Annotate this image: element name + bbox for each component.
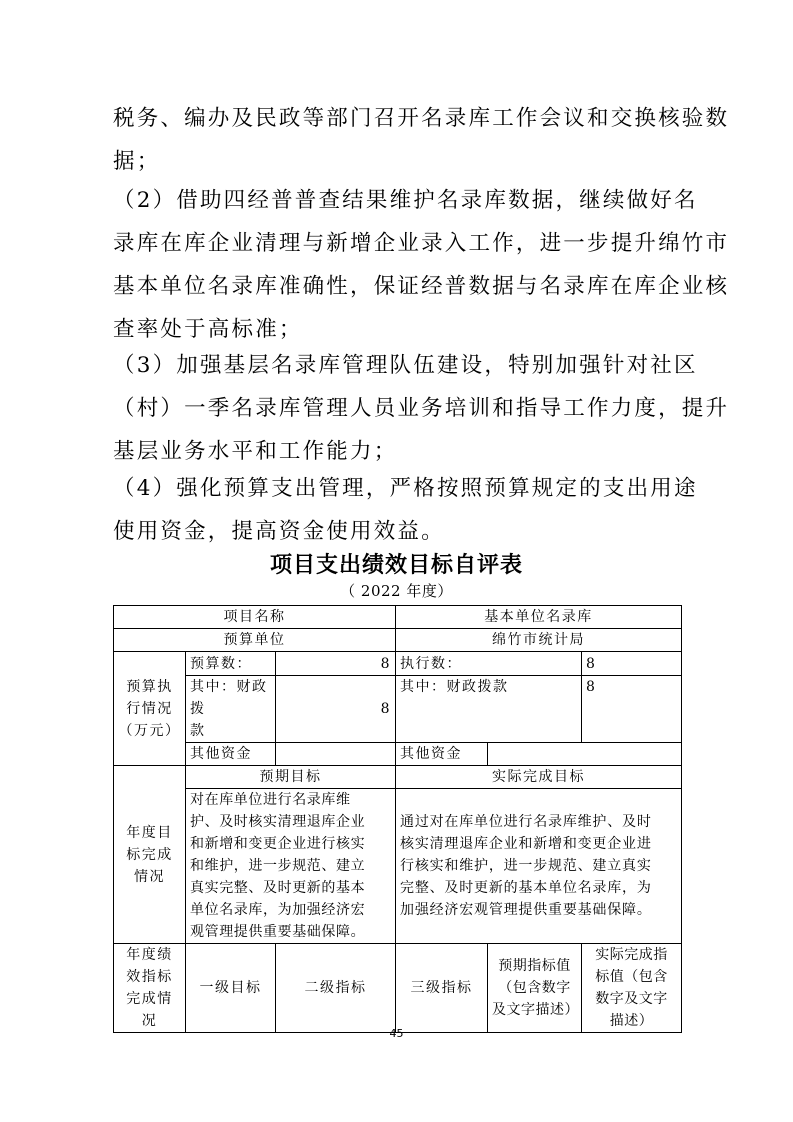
other-funds-label-exec: 其他资金	[396, 743, 488, 766]
cell-line: 观管理提供重要基础保障。	[190, 924, 366, 940]
fiscal-value-exec: 8	[582, 676, 682, 743]
cell-line: （包含数字	[498, 980, 571, 996]
paragraph-4	[113, 467, 698, 553]
page-number: 45	[389, 1027, 404, 1040]
text-line: 查率处于高标准；	[113, 317, 303, 342]
cell-line: （万元）	[118, 722, 181, 739]
budget-exec-label	[114, 652, 186, 766]
budget-unit-label: 预算单位	[114, 629, 396, 652]
other-funds-value-exec	[488, 743, 682, 766]
exec-count-value: 8	[582, 652, 682, 676]
actual-goal-text	[396, 789, 682, 944]
other-funds-label-budget: 其他资金	[186, 743, 276, 766]
other-funds-value-budget	[276, 743, 396, 766]
text-line: 基层业务水平和工作能力；	[113, 439, 398, 464]
cell-line: 对在库单位进行名录库维	[190, 792, 351, 808]
cell-line: 效指标	[126, 969, 173, 985]
text-line: （村）一季名录库管理人员业务培训和指导工作力度，提升	[113, 396, 730, 421]
expected-goal-header: 预期目标	[186, 766, 396, 789]
cell-line: 实际完成指	[595, 947, 668, 963]
annual-goal-label	[114, 766, 186, 944]
text-line: （4）强化预算支出管理，严格按照预算规定的支出用途	[113, 476, 698, 501]
cell-line: 预期指标值	[498, 958, 571, 974]
cell-line: 和新增和变更企业进行核实	[190, 836, 366, 852]
level1-header: 一级目标	[186, 944, 276, 1033]
paragraph-1	[113, 97, 730, 183]
paragraph-3	[113, 344, 730, 473]
cell-line: 况	[141, 1013, 158, 1029]
table-row	[114, 676, 682, 743]
table-row	[114, 743, 682, 766]
table-row	[114, 944, 682, 1033]
budget-unit-value: 绵竹市统计局	[396, 629, 682, 652]
table-row	[114, 789, 682, 944]
fiscal-value-budget: 8	[276, 676, 396, 743]
fiscal-label-budget	[186, 676, 276, 743]
performance-table	[113, 605, 682, 1033]
cell-line: 完成情	[126, 991, 173, 1007]
cell-line: 单位名录库，为加强经济宏	[190, 902, 366, 918]
cell-line: 行情况	[126, 700, 173, 717]
table-title: 项目支出绩效目标自评表	[269, 553, 523, 578]
text-line: 据；	[113, 149, 161, 174]
text-line: 使用资金，提高资金使用效益。	[113, 519, 445, 544]
budget-count-value: 8	[276, 652, 396, 676]
actual-value-header	[582, 944, 682, 1033]
cell-line: 年度绩	[126, 947, 173, 963]
table-subtitle: （ 2022 年度）	[340, 582, 453, 600]
cell-line: 和维护，进一步规范、建立	[190, 858, 366, 874]
expected-value-header	[488, 944, 582, 1033]
actual-goal-header: 实际完成目标	[396, 766, 682, 789]
cell-line: 真实完整、及时更新的基本	[190, 880, 366, 896]
cell-line: 及文字描述）	[492, 1002, 580, 1018]
exec-count-label: 执行数：	[396, 652, 582, 676]
level3-header: 三级指标	[396, 944, 488, 1033]
cell-line: 核实清理退库企业和新增和变更企业进	[400, 836, 652, 852]
cell-line: 通过对在库单位进行名录库维护、及时	[400, 814, 652, 830]
cell-line: 预算执	[126, 678, 173, 695]
table-row	[114, 629, 682, 652]
cell-line: 行核实和维护，进一步规范、建立真实	[400, 858, 652, 874]
cell-line: 护、及时核实清理退库企业	[190, 814, 366, 830]
cell-line: 款	[190, 723, 206, 739]
budget-count-label: 预算数：	[186, 652, 276, 676]
cell-line: 描述）	[609, 1013, 654, 1029]
table-row	[114, 652, 682, 676]
expected-goal-text	[186, 789, 396, 944]
fiscal-label-exec: 其中：财政拨款	[396, 676, 582, 743]
cell-line: 数字及文字	[595, 991, 668, 1007]
cell-line: 年度目	[126, 824, 173, 841]
text-line: 税务、编办及民政等部门召开名录库工作会议和交换核验数	[113, 106, 730, 131]
project-name-label: 项目名称	[114, 606, 396, 629]
perf-indicator-label	[114, 944, 186, 1033]
project-name-value: 基本单位名录库	[396, 606, 682, 629]
table-row	[114, 606, 682, 629]
cell-line: 情况	[134, 868, 165, 885]
paragraph-2	[113, 179, 730, 351]
text-line: 基本单位名录库准确性，保证经普数据与名录库在库企业核	[113, 274, 730, 299]
cell-line: 标完成	[126, 846, 173, 863]
cell-line: 标值（包含	[595, 969, 668, 985]
text-line: （3）加强基层名录库管理队伍建设，特别加强针对社区	[113, 353, 698, 378]
table-row	[114, 766, 682, 789]
cell-line: 完整、及时更新的基本单位名录库，为	[400, 880, 652, 896]
cell-line: 其中：财政拨	[190, 679, 268, 717]
text-line: （2）借助四经普普查结果维护名录库数据，继续做好名	[113, 188, 698, 213]
level2-header: 二级指标	[276, 944, 396, 1033]
cell-line: 加强经济宏观管理提供重要基础保障。	[400, 902, 652, 918]
text-line: 录库在库企业清理与新增企业录入工作，进一步提升绵竹市	[113, 231, 730, 256]
